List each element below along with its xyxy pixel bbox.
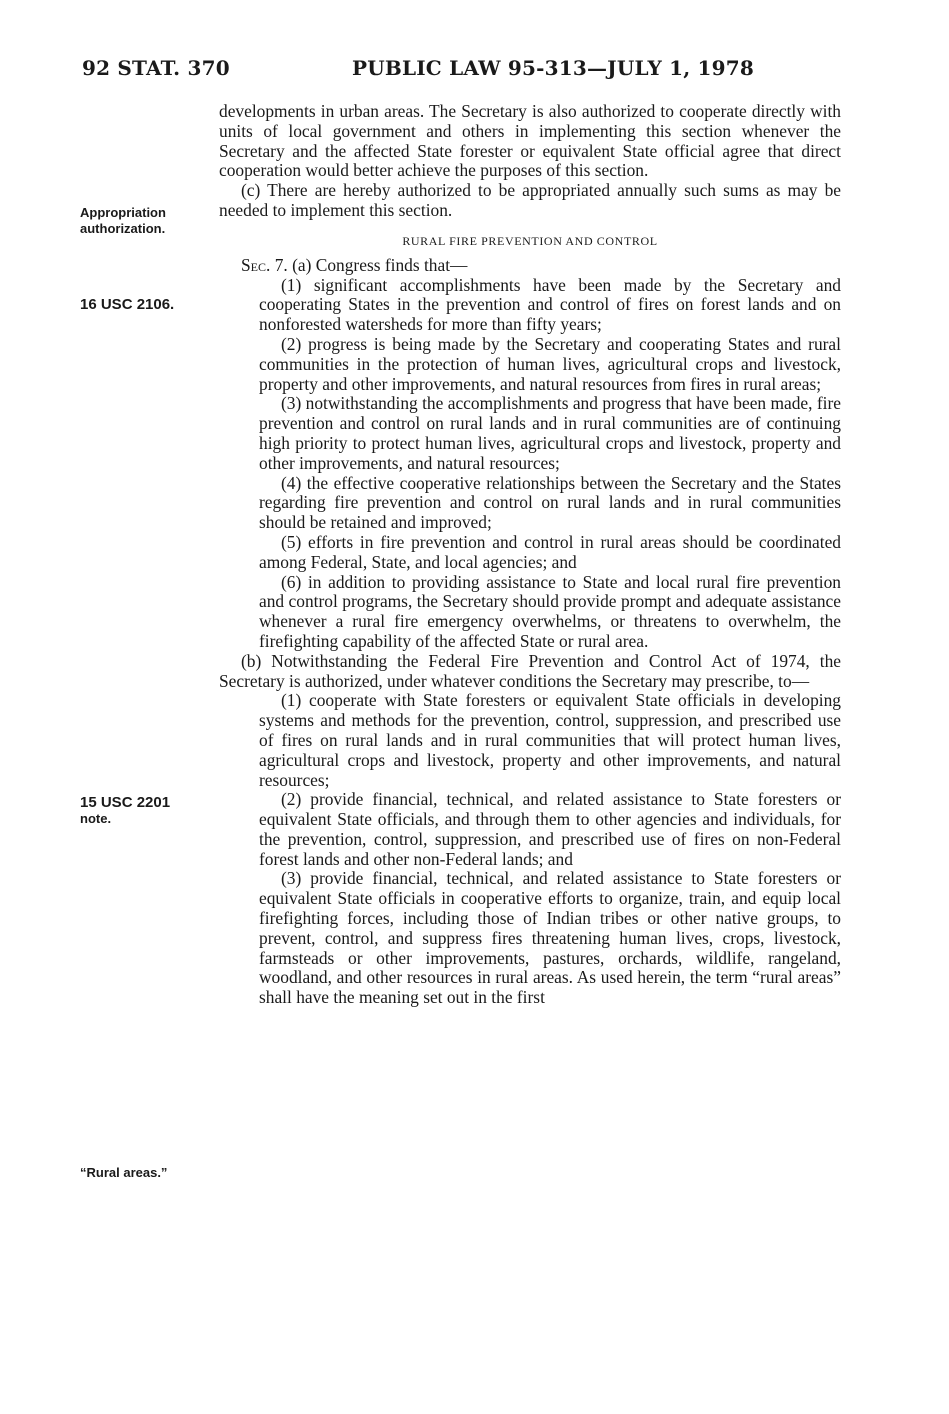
paragraph-c: (c) There are hereby authorized to be appropriated annually such sums as may be needed to implement this section. (219, 180, 841, 220)
margin-note-usc-2201 (80, 795, 170, 827)
statute-citation: 92 STAT. 370 (82, 56, 230, 80)
margin-note-rural-areas: “Rural areas.” (80, 1165, 168, 1180)
margin-note-line: authorization. (80, 221, 166, 236)
margin-note-appropriation (80, 205, 166, 237)
margin-note-line: note. (80, 811, 112, 826)
margin-note-line: 15 USC 2201 (80, 794, 171, 811)
section-text: 7. (a) Congress finds that— (270, 254, 468, 275)
authority-1: (1) cooperate with State foresters or equivalent State officials in developing systems and methods for the prevention, control, suppression, and prescribed use of fires on rural lands and in rural communities that will protect human lives, agricultural crops and livestock, property and other improvements, and natural resources; (259, 690, 841, 790)
finding-4: (4) the effective cooperative relationships between the Secretary and the States regarding fire prevention and control on rural lands and in rural communities should be retained and improved; (259, 472, 841, 533)
authority-3: (3) provide financial, technical, and related assistance to State foresters or equivalent State officials in cooperative efforts to organize, train, and equip local firefighting forces, including those of Indian tribes or other native groups, to prevent, control, and suppress fires threatening human lives, crops, livestock, farmsteads or other improvements, pastures, orchards, wildlife, rangeland, woodland, and other resources in rural areas. As used herein, the term “rural areas” shall have the meaning set out in the first (259, 868, 841, 1008)
finding-3: (3) notwithstanding the accomplishments and progress that have been made, fire prevention and control on rural lands and in rural communities are of continuing high priority to protect human lives, agricultural crops and livestock, property and other improvements, and natural resources; (259, 393, 841, 473)
authority-2: (2) provide financial, technical, and related assistance to State foresters or equivalent State officials, and through them to other agencies and individuals, for the prevention, control, suppression, and prescribed use of fires on non-Federal forest lands and other non-Federal lands; and (259, 789, 841, 869)
body-text (219, 102, 841, 1008)
page-title: PUBLIC LAW 95-313—JULY 1, 1978 (352, 56, 755, 80)
section-label: Sec. (241, 254, 271, 275)
finding-1: (1) significant accomplishments have been made by the Secretary and cooperating States in the prevention and control of fires on forest lands and on nonforested watersheds for more than fifty years; (259, 274, 841, 335)
finding-5: (5) efforts in fire prevention and control in rural areas should be coordinated among Federal, State, and local agencies; and (259, 531, 841, 572)
paragraph-b: (b) Notwithstanding the Federal Fire Prevention and Control Act of 1974, the Secretary is authorized, under whatever conditions the Secretary may prescribe, to— (219, 650, 841, 691)
finding-2: (2) progress is being made by the Secretary and cooperating States and rural communities in the protection of human lives, agricultural crops and livestock, property and other improvements, and natural resources from fires in rural areas; (259, 333, 841, 394)
margin-note-usc-2106: 16 USC 2106. (80, 296, 175, 313)
margin-note-line: Appropriation (80, 205, 166, 220)
section-7-intro (219, 256, 841, 276)
paragraph-intro: developments in urban areas. The Secretary is also authorized to cooperate directly with units of local government and others in implementing this section whenever the Secretary and the affected State forester or equivalent State official agree that direct cooperation would better achieve the purposes of this section. (219, 101, 841, 181)
section-heading: RURAL FIRE PREVENTION AND CONTROL (402, 233, 658, 248)
finding-6: (6) in addition to providing assistance to State and local rural fire prevention and control programs, the Secretary should provide prompt and adequate assistance whenever a rural fire emergency overwhelms, or threatens to overwhelm, the firefighting capability of the affected State or rural area. (259, 571, 841, 651)
